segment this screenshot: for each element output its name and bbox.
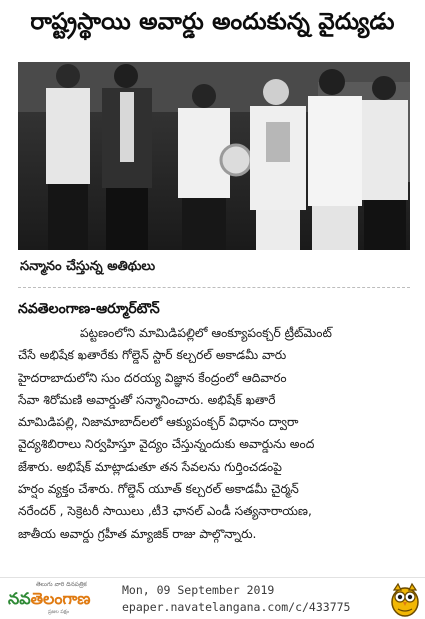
caption-divider — [18, 287, 410, 288]
logo-tagline: తెలుగు వారి దినపత్రిక — [36, 581, 87, 588]
body-line: జాతీయ అవార్డు గ్రహీత మ్యాజిక్‌ రాజు పాల్గొన్నారు. — [18, 526, 257, 541]
body-line: హైదరాబాదులోని సుం దరయ్య విజ్ఞాన కేంద్రంలో ఆదివారం — [18, 370, 287, 385]
owl-icon — [389, 581, 421, 617]
logo-wordmark — [8, 589, 114, 609]
logo-wordmark-main: నవ — [8, 589, 31, 608]
body-line: హర్షం వ్యక్తం చేశారు. గోల్డెన్‌ యూత్‌ కల్చరల్‌ అకాడమీ చైర్మన్‌ — [18, 482, 299, 497]
edition-date: Mon, 09 September 2019 — [122, 583, 275, 597]
newspaper-logo[interactable] — [8, 581, 114, 615]
award-ceremony-photo — [18, 62, 410, 250]
body-line: సేవా శిరోమణి అవార్డుతో సన్మానించారు. అభిషేక్‌ ఖతారే — [18, 392, 276, 407]
dateline: నవతెలంగాణ-ఆర్మూర్‌టౌన్‌ — [18, 300, 160, 317]
headline: రాష్ట్రస్థాయి అవార్డు అందుకున్న వైద్యుడు — [30, 9, 395, 35]
body-line: పట్టణంలోని మామిడిపల్లిలో ఆంక్యూపంక్చర్‌ ట్రీట్‌మెంట్‌ — [80, 326, 332, 340]
article-body — [18, 322, 410, 572]
photo-caption: సన్మానం చేస్తున్న అతిథులు — [20, 259, 156, 274]
body-line: మామిడిపల్లి, నిజామాబాద్‌లలో ఆక్యుపంక్చర్‌ విధానం ద్వారా — [18, 415, 299, 430]
epaper-link[interactable]: epaper.navatelangana.com/c/433775 — [122, 600, 351, 614]
body-line: వైద్యశిబిరాలు నిర్వహిస్తూ వైద్యం చేస్తున్నందుకు అవార్డును అంద — [18, 437, 315, 452]
logo-subtitle: ప్రజల పక్షం — [48, 609, 70, 615]
body-line: చేసే అభిషేక ఖతారేకు గోల్డెన్‌ స్టార్‌ కల్చరల్‌ అకాడమీ వారు — [18, 348, 287, 363]
body-line: నరేందర్‌ , సెక్రెటరీ సాయిలు ,టీ3 ఛానల్‌ ఎండీ సత్యనారాయణ, — [18, 504, 312, 519]
logo-wordmark-accent: తెలంగాణ — [30, 589, 91, 608]
epaper-footer — [0, 577, 425, 619]
body-line: జేశారు. అభిషేక్‌ మాట్లాడుతూ తన సేవలను గుర్తించడంపై — [18, 459, 282, 474]
